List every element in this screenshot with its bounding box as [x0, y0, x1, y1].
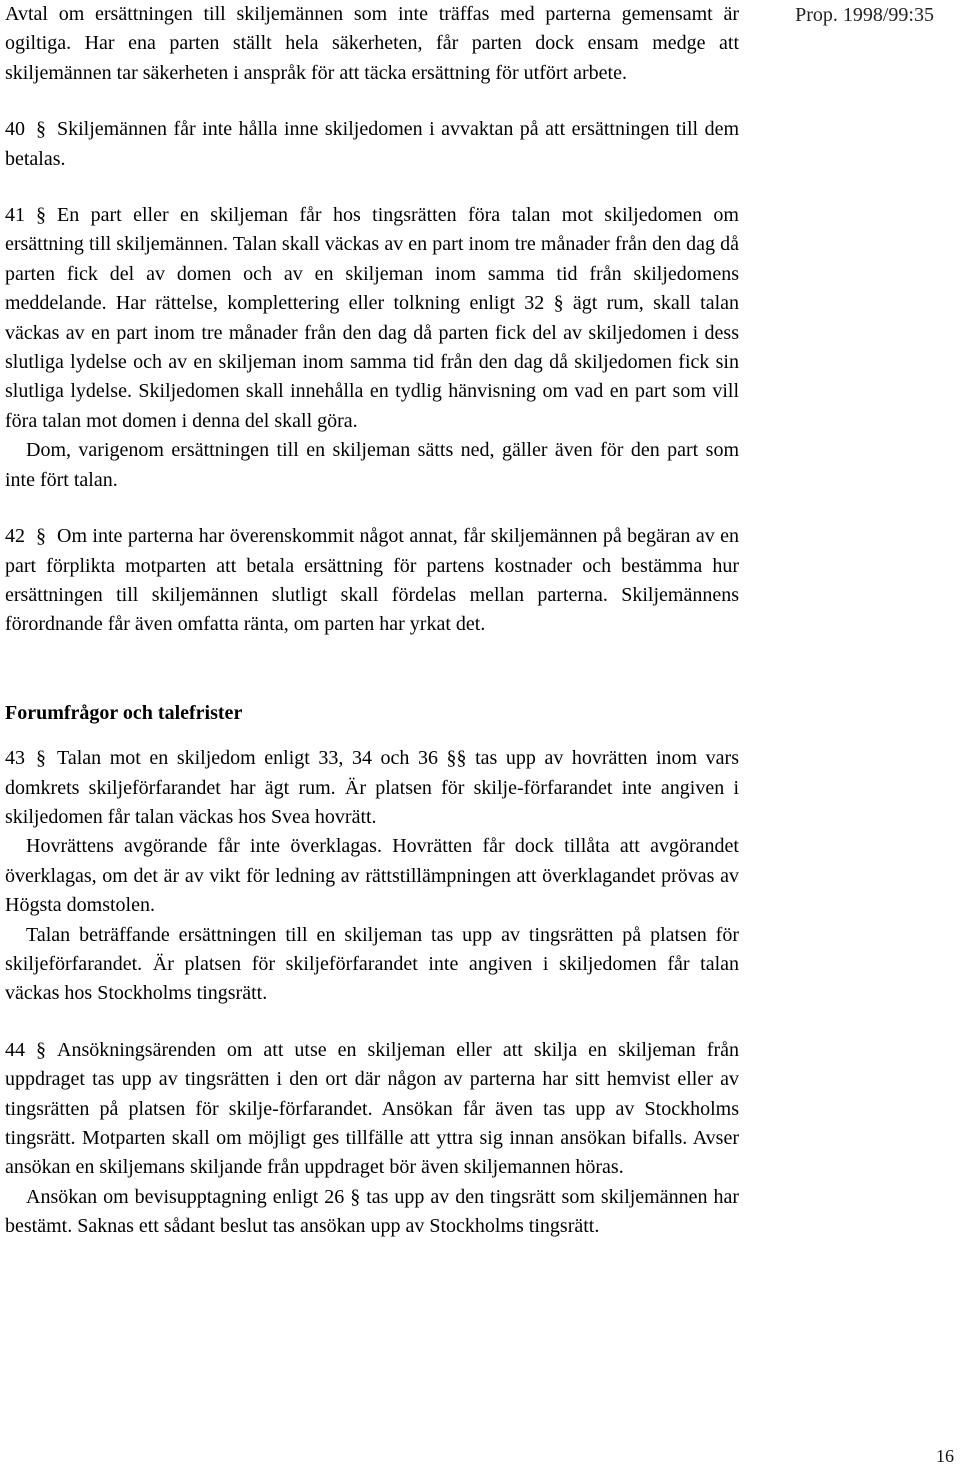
page-number: 16	[936, 1446, 954, 1466]
section-number: 40	[5, 118, 25, 141]
section-42	[5, 522, 739, 640]
section-text: Skiljemännen får inte hålla inne skiljedomen i avvaktan på att ersättningen till dem betalas.	[5, 118, 739, 170]
section-43-paragraph-3: Talan beträffande ersättningen till en skiljeman tas upp av tingsrätten på platsen för skiljeförfarandet. Är platsen för skiljeförfarandet inte angiven i skiljedomen får talan väckas hos Stockholms tingsrätt.	[5, 923, 739, 1005]
section-sign: §	[36, 747, 46, 770]
proposition-reference: Prop. 1998/99:35	[795, 4, 934, 26]
section-sign: §	[36, 118, 46, 141]
section-41	[5, 201, 739, 436]
section-text: En part eller en skiljeman får hos tingsrätten föra talan mot skiljedomen om ersättning till skiljemännen. Talan skall väckas av en part inom tre månader från den dag då parten fick del av domen och av en skiljeman inom samma tid från skiljedomens meddelande. Har rättelse, komplettering eller tolkning enligt 32 § ägt rum, skall talan väckas av en part inom tre månader från den dag då parten fick del av skiljedomen i dess slutliga lydelse och av en skiljeman inom samma tid från den dag då skiljedomen fick sin slutliga lydelse. Skiljedomen skall innehålla en tydlig hänvisning om vad en part som vill föra talan mot domen i denna del skall göra.	[5, 204, 739, 432]
section-43	[5, 744, 739, 832]
section-41-paragraph-2: Dom, varigenom ersättningen till en skiljeman sätts ned, gäller även för den part som inte fört talan.	[5, 439, 739, 491]
section-text: Talan mot en skiljedom enligt 33, 34 och 36 §§ tas upp av hovrätten inom vars domkrets skiljeförfarandet har ägt rum. Är platsen för skilje-förfarandet inte angiven i skiljedomen får talan väckas hos Svea hovrätt.	[5, 747, 739, 828]
section-number: 42	[5, 525, 25, 548]
section-sign: §	[36, 525, 46, 548]
section-43-paragraph-2: Hovrättens avgörande får inte överklagas. Hovrätten får dock tillåta att avgörandet överklagas, om det är av vikt för ledning av rättstillämpningen att överklagandet prövas av Högsta domstolen.	[5, 835, 739, 917]
section-40	[5, 115, 739, 174]
section-text: Om inte parterna har överenskommit något annat, får skiljemännen på begäran av en part förplikta motparten att betala ersättning för partens kostnader och bestämma hur ersättningen till skiljemännen slutligt skall fördelas mellan parterna. Skiljemännens förordnande får även omfatta ränta, om parten har yrkat det.	[5, 525, 739, 636]
section-number: 43	[5, 747, 25, 770]
section-text: Ansökningsärenden om att utse en skiljeman eller att skilja en skiljeman från uppdraget tas upp av tingsrätten i den ort där någon av parterna har sitt hemvist eller av tingsrätten på platsen för skilje-förfarandet. Ansökan får även tas upp av Stockholms tingsrätt. Motparten skall om möjligt ges tillfälle att yttra sig innan ansökan bifalls. Avser ansökan en skiljemans skiljande från uppdraget bör även skiljemannen höras.	[5, 1038, 739, 1179]
section-number: 41	[5, 204, 25, 227]
section-44-paragraph-2: Ansökan om bevisupptagning enligt 26 § tas upp av den tingsrätt som skiljemännen har bestämt. Saknas ett sådant beslut tas ansökan upp av Stockholms tingsrätt.	[5, 1185, 739, 1238]
body-text	[5, 0, 739, 1242]
section-number: 44	[5, 1038, 25, 1061]
section-sign: §	[36, 1038, 46, 1061]
section-44	[5, 1036, 739, 1183]
section-sign: §	[36, 204, 46, 227]
paragraph-continued: Avtal om ersättningen till skiljemännen som inte träffas med parterna gemensamt är ogiltiga. Har ena parten ställt hela säkerheten, får parten dock ensam medge att skiljemännen tar säkerheten i anspråk för att täcka ersättning för utfört arbete.	[5, 3, 739, 84]
section-heading: Forumfrågor och talefrister	[5, 701, 243, 724]
